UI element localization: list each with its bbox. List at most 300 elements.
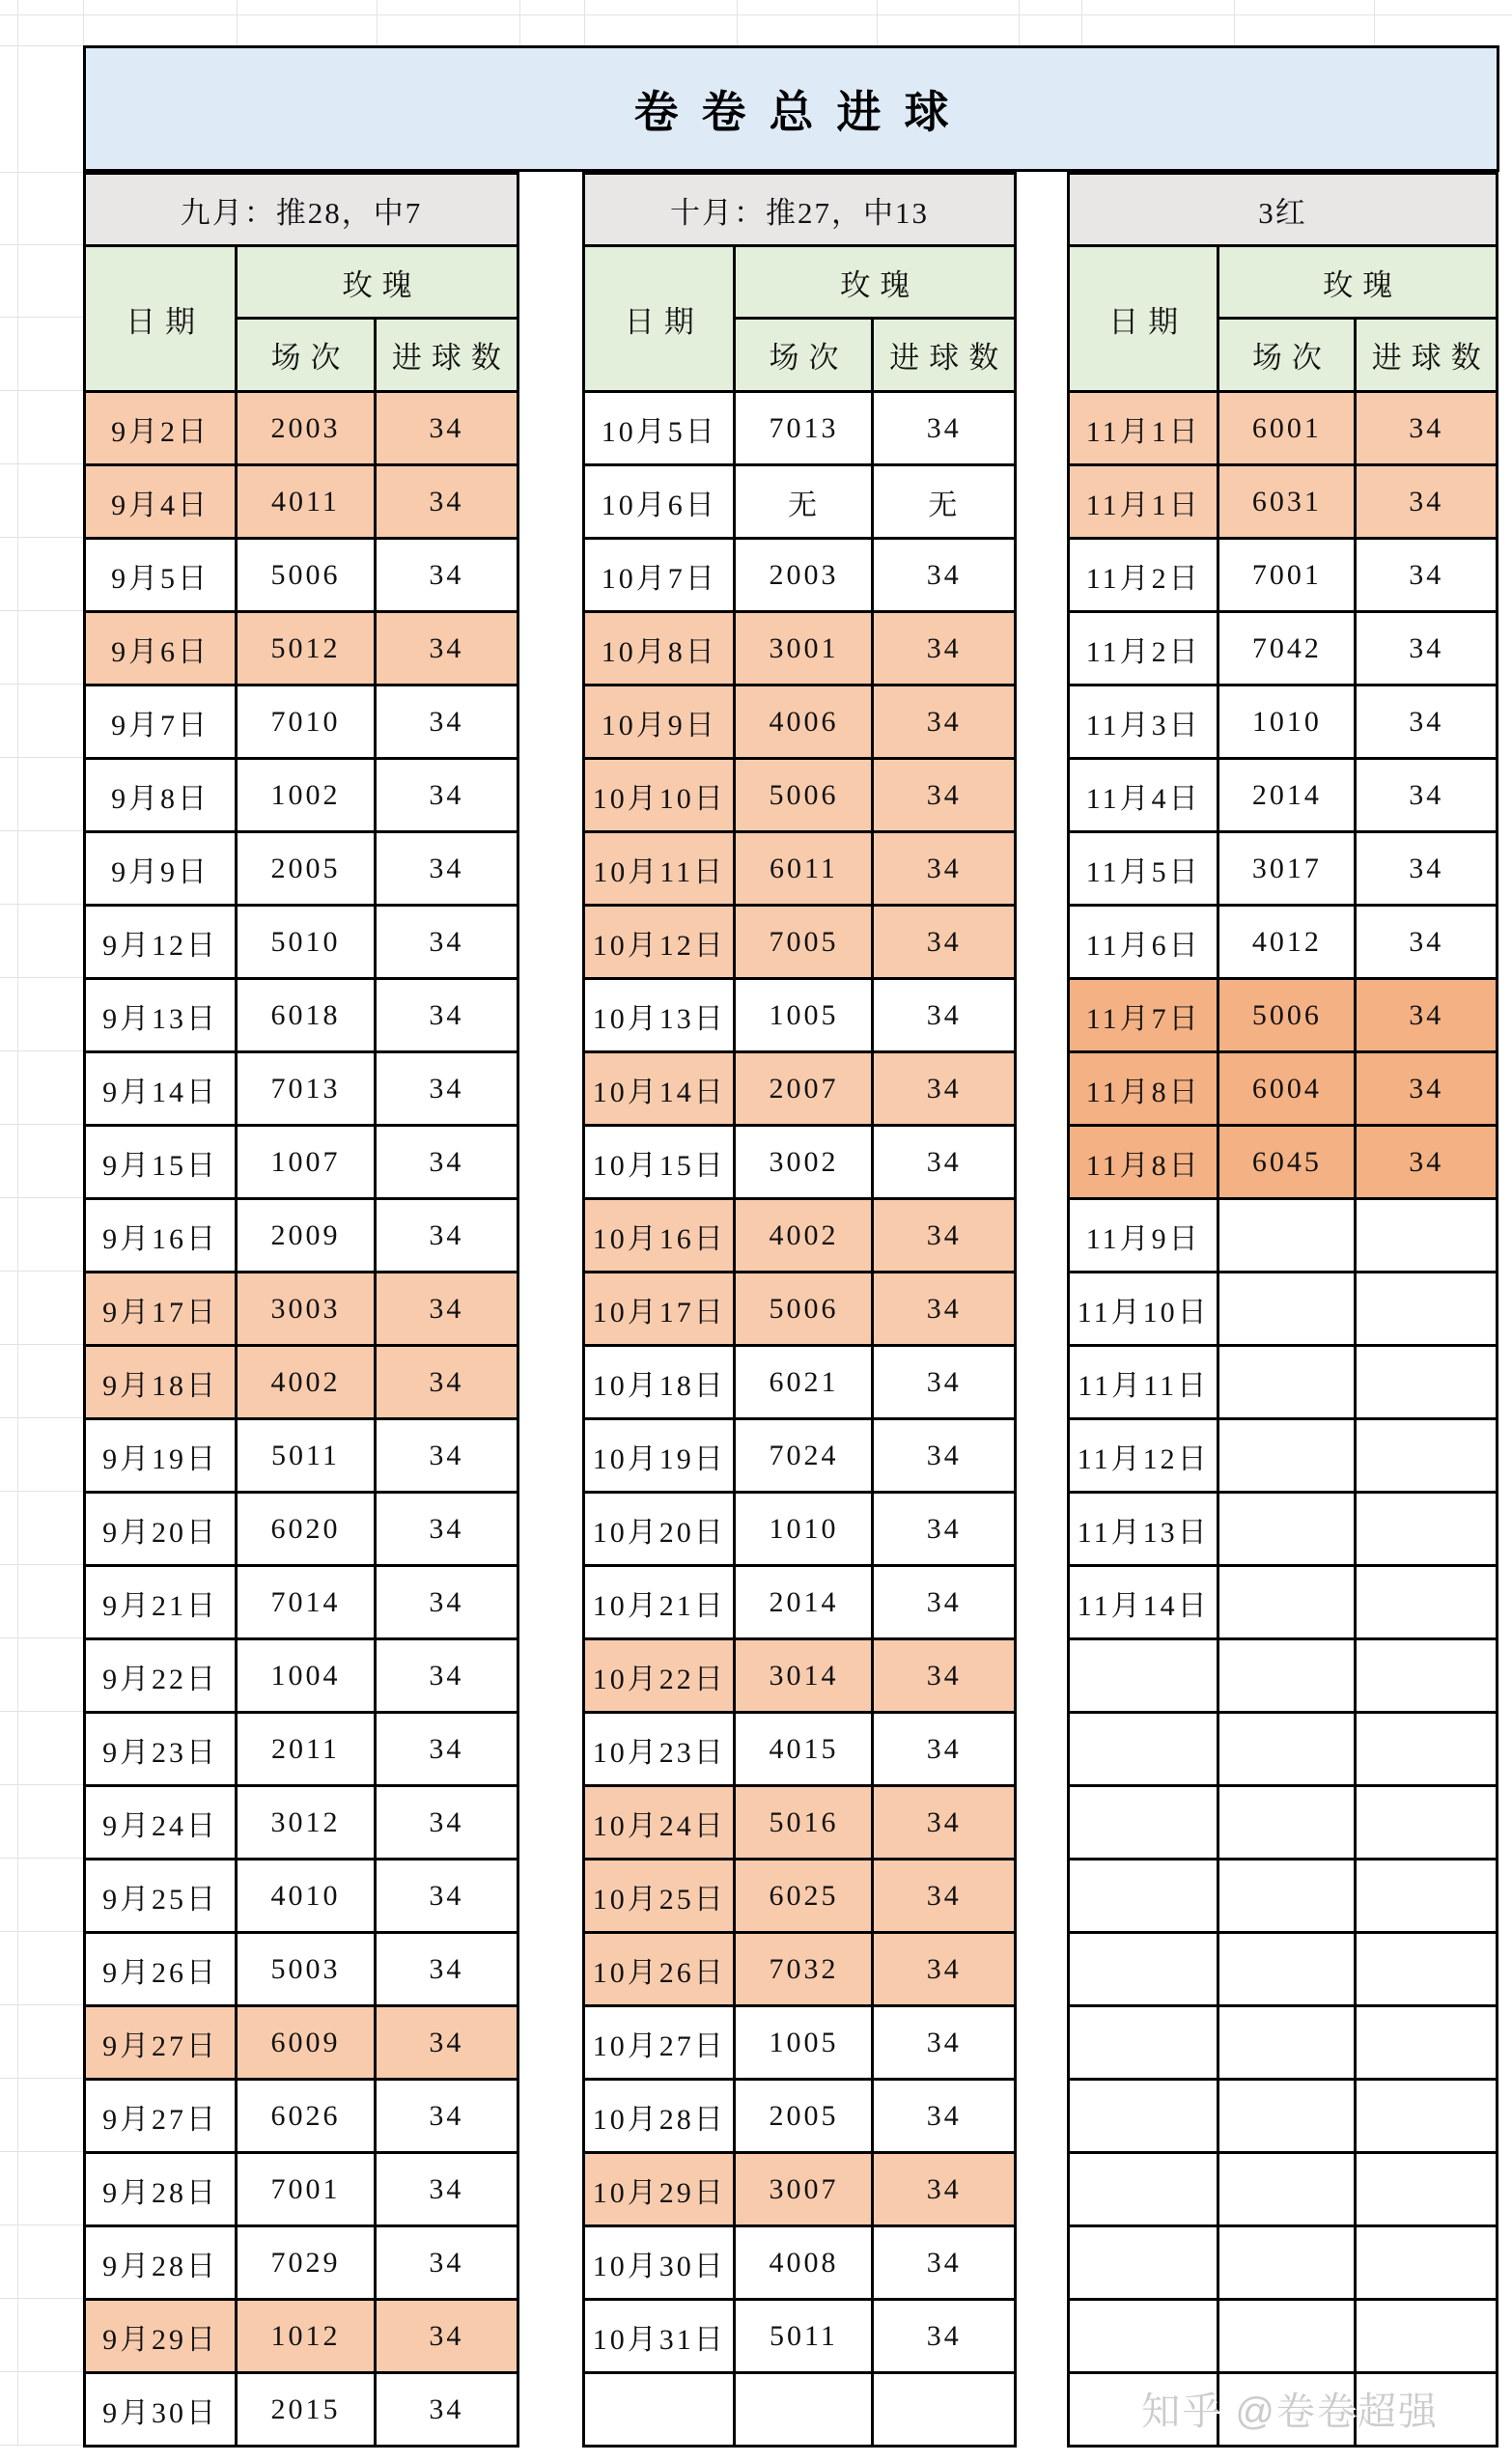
data-row bbox=[584, 1786, 1016, 1860]
data-row bbox=[584, 1933, 1016, 2006]
cell-session bbox=[1218, 1419, 1356, 1493]
cell-goals: 34 bbox=[1356, 392, 1498, 465]
col-header-goals: 进球数 bbox=[873, 319, 1016, 392]
gridline bbox=[519, 0, 520, 45]
cell-date: 9月13日 bbox=[85, 979, 237, 1052]
cell-goals: 34 bbox=[1356, 612, 1498, 685]
cell-goals: 34 bbox=[873, 2080, 1016, 2153]
data-row bbox=[584, 1199, 1016, 1273]
data-row bbox=[1069, 2300, 1498, 2373]
cell-goals: 34 bbox=[873, 2300, 1016, 2373]
cell-session: 3002 bbox=[735, 1126, 873, 1199]
cell-date bbox=[584, 2373, 735, 2447]
cell-date: 9月21日 bbox=[85, 1566, 237, 1639]
data-row bbox=[85, 1419, 518, 1493]
cell-date: 11月2日 bbox=[1069, 539, 1218, 612]
cell-date: 9月28日 bbox=[85, 2226, 237, 2300]
cell-goals: 34 bbox=[1356, 539, 1498, 612]
cell-session: 5006 bbox=[735, 1273, 873, 1346]
data-row bbox=[85, 1199, 518, 1273]
cell-session: 4002 bbox=[237, 1346, 376, 1419]
data-row bbox=[1069, 685, 1498, 759]
cell-session: 4011 bbox=[237, 465, 376, 539]
cell-session: 5006 bbox=[735, 759, 873, 832]
cell-date bbox=[1069, 1860, 1218, 1933]
gridline bbox=[1019, 0, 1020, 45]
cell-session: 6001 bbox=[1218, 392, 1356, 465]
data-row bbox=[584, 1860, 1016, 1933]
cell-session: 2003 bbox=[237, 392, 376, 465]
cell-goals: 34 bbox=[873, 1713, 1016, 1786]
cell-goals: 34 bbox=[375, 2373, 518, 2447]
data-row bbox=[85, 1052, 518, 1126]
cell-date: 9月7日 bbox=[85, 685, 237, 759]
cell-goals: 34 bbox=[873, 1273, 1016, 1346]
cell-date: 10月22日 bbox=[584, 1639, 735, 1713]
cell-date: 9月30日 bbox=[85, 2373, 237, 2447]
cell-date: 9月28日 bbox=[85, 2153, 237, 2226]
cell-date: 10月29日 bbox=[584, 2153, 735, 2226]
cell-session: 3003 bbox=[237, 1273, 376, 1346]
cell-goals: 34 bbox=[873, 1933, 1016, 2006]
data-row bbox=[1069, 1566, 1498, 1639]
cell-date: 9月14日 bbox=[85, 1052, 237, 1126]
cell-goals bbox=[1356, 2080, 1498, 2153]
cell-date: 9月6日 bbox=[85, 612, 237, 685]
data-row bbox=[85, 465, 518, 539]
cell-goals: 34 bbox=[873, 1199, 1016, 1273]
col-header-date: 日期 bbox=[85, 246, 237, 392]
data-row bbox=[1069, 465, 1498, 539]
cell-date: 11月5日 bbox=[1069, 832, 1218, 906]
cell-goals: 34 bbox=[1356, 465, 1498, 539]
data-row bbox=[1069, 392, 1498, 465]
data-row bbox=[85, 1126, 518, 1199]
cell-goals: 34 bbox=[873, 2153, 1016, 2226]
cell-goals: 34 bbox=[873, 392, 1016, 465]
cell-date: 9月19日 bbox=[85, 1419, 237, 1493]
cell-goals: 34 bbox=[873, 1346, 1016, 1419]
cell-session: 2007 bbox=[735, 1052, 873, 1126]
table-title bbox=[83, 45, 1499, 172]
gridline bbox=[0, 45, 83, 46]
cell-date: 10月12日 bbox=[584, 906, 735, 979]
cell-session bbox=[735, 2373, 873, 2447]
cell-date: 11月3日 bbox=[1069, 685, 1218, 759]
cell-date: 11月10日 bbox=[1069, 1273, 1218, 1346]
cell-date: 11月8日 bbox=[1069, 1126, 1218, 1199]
cell-date: 11月1日 bbox=[1069, 392, 1218, 465]
cell-session: 无 bbox=[735, 465, 873, 539]
gridline bbox=[1234, 0, 1235, 45]
data-row bbox=[85, 1860, 518, 1933]
cell-goals: 34 bbox=[375, 2080, 518, 2153]
cell-session bbox=[1218, 1786, 1356, 1860]
cell-date: 9月16日 bbox=[85, 1199, 237, 1273]
cell-date: 9月18日 bbox=[85, 1346, 237, 1419]
cell-date bbox=[1069, 2300, 1218, 2373]
cell-date: 11月7日 bbox=[1069, 979, 1218, 1052]
cell-session bbox=[1218, 1713, 1356, 1786]
cell-session: 4008 bbox=[735, 2226, 873, 2300]
september-rows bbox=[85, 392, 518, 2447]
data-row bbox=[1069, 1126, 1498, 1199]
cell-goals: 34 bbox=[1356, 685, 1498, 759]
data-row bbox=[85, 1273, 518, 1346]
cell-session: 5016 bbox=[735, 1786, 873, 1860]
cell-goals: 34 bbox=[375, 685, 518, 759]
cell-goals: 34 bbox=[375, 832, 518, 906]
cell-session bbox=[1218, 2080, 1356, 2153]
data-row bbox=[85, 685, 518, 759]
cell-goals: 34 bbox=[375, 1126, 518, 1199]
cell-goals: 34 bbox=[873, 1860, 1016, 1933]
cell-goals: 34 bbox=[1356, 759, 1498, 832]
cell-date bbox=[1069, 1933, 1218, 2006]
cell-goals: 34 bbox=[873, 1126, 1016, 1199]
cell-goals: 34 bbox=[375, 1273, 518, 1346]
cell-session: 5012 bbox=[237, 612, 376, 685]
table-title-text: 卷卷总进球 bbox=[633, 86, 972, 137]
data-row bbox=[584, 759, 1016, 832]
cell-goals bbox=[1356, 1493, 1498, 1566]
col-header-date: 日期 bbox=[1069, 246, 1218, 392]
cell-goals: 34 bbox=[873, 906, 1016, 979]
cell-session bbox=[1218, 2006, 1356, 2080]
cell-goals: 34 bbox=[375, 2300, 518, 2373]
cell-session: 7024 bbox=[735, 1419, 873, 1493]
cell-goals: 34 bbox=[873, 2226, 1016, 2300]
cell-date: 11月4日 bbox=[1069, 759, 1218, 832]
cell-date: 10月10日 bbox=[584, 759, 735, 832]
cell-session bbox=[1218, 1860, 1356, 1933]
cell-session bbox=[1218, 1199, 1356, 1273]
data-row bbox=[584, 2006, 1016, 2080]
month-table-september bbox=[83, 172, 519, 2448]
cell-session: 6020 bbox=[237, 1493, 376, 1566]
cell-goals: 34 bbox=[375, 1052, 518, 1126]
cell-session: 5010 bbox=[237, 906, 376, 979]
cell-goals: 34 bbox=[873, 612, 1016, 685]
cell-session: 7014 bbox=[237, 1566, 376, 1639]
gridline bbox=[237, 0, 238, 45]
data-row bbox=[1069, 1419, 1498, 1493]
data-row bbox=[584, 832, 1016, 906]
data-row bbox=[85, 612, 518, 685]
data-row bbox=[1069, 759, 1498, 832]
cell-goals: 34 bbox=[873, 1493, 1016, 1566]
cell-session: 3017 bbox=[1218, 832, 1356, 906]
cell-goals bbox=[1356, 1273, 1498, 1346]
gridline-rows bbox=[0, 390, 83, 2446]
data-row bbox=[584, 2226, 1016, 2300]
data-row bbox=[584, 1052, 1016, 1126]
cell-date: 9月5日 bbox=[85, 539, 237, 612]
cell-date: 10月16日 bbox=[584, 1199, 735, 1273]
data-row bbox=[584, 2080, 1016, 2153]
data-row bbox=[85, 539, 518, 612]
gridline bbox=[0, 172, 83, 173]
cell-goals: 34 bbox=[873, 1419, 1016, 1493]
cell-goals bbox=[1356, 2006, 1498, 2080]
cell-session: 2014 bbox=[735, 1566, 873, 1639]
cell-date: 10月27日 bbox=[584, 2006, 735, 2080]
cell-session bbox=[1218, 2226, 1356, 2300]
data-row bbox=[85, 1786, 518, 1860]
cell-date: 10月9日 bbox=[584, 685, 735, 759]
cell-session: 7013 bbox=[735, 392, 873, 465]
cell-session: 5011 bbox=[735, 2300, 873, 2373]
data-row bbox=[85, 1566, 518, 1639]
gridline bbox=[0, 14, 1512, 15]
cell-goals: 34 bbox=[375, 1566, 518, 1639]
data-row bbox=[1069, 1493, 1498, 1566]
cell-goals bbox=[1356, 2300, 1498, 2373]
gridline bbox=[1081, 0, 1082, 45]
cell-goals: 34 bbox=[873, 685, 1016, 759]
cell-date: 10月14日 bbox=[584, 1052, 735, 1126]
cell-goals: 34 bbox=[1356, 832, 1498, 906]
data-row bbox=[85, 392, 518, 465]
cell-session: 3012 bbox=[237, 1786, 376, 1860]
cell-session: 7013 bbox=[237, 1052, 376, 1126]
cell-session: 2009 bbox=[237, 1199, 376, 1273]
col-header-session: 场次 bbox=[237, 319, 376, 392]
cell-date: 10月7日 bbox=[584, 539, 735, 612]
col-header-rose: 玫瑰 bbox=[237, 246, 518, 319]
cell-session bbox=[1218, 2153, 1356, 2226]
cell-date: 9月9日 bbox=[85, 832, 237, 906]
data-row bbox=[1069, 1786, 1498, 1860]
data-row bbox=[584, 392, 1016, 465]
data-row bbox=[584, 685, 1016, 759]
cell-goals: 34 bbox=[375, 1639, 518, 1713]
col-header-goals: 进球数 bbox=[1356, 319, 1498, 392]
cell-date: 11月14日 bbox=[1069, 1566, 1218, 1639]
cell-date: 9月24日 bbox=[85, 1786, 237, 1860]
data-row bbox=[85, 906, 518, 979]
cell-goals bbox=[1356, 2153, 1498, 2226]
data-row bbox=[1069, 2080, 1498, 2153]
cell-session: 6045 bbox=[1218, 1126, 1356, 1199]
cell-goals: 34 bbox=[1356, 979, 1498, 1052]
cell-goals: 34 bbox=[873, 832, 1016, 906]
cell-date bbox=[1069, 1713, 1218, 1786]
cell-goals: 34 bbox=[873, 1786, 1016, 1860]
data-row bbox=[1069, 2006, 1498, 2080]
cell-date: 10月20日 bbox=[584, 1493, 735, 1566]
cell-goals: 34 bbox=[873, 979, 1016, 1052]
watermark: 知乎 @卷卷超强 bbox=[1141, 2391, 1439, 2433]
data-row bbox=[584, 1346, 1016, 1419]
data-row bbox=[584, 612, 1016, 685]
cell-session: 6009 bbox=[237, 2006, 376, 2080]
cell-session: 1005 bbox=[735, 2006, 873, 2080]
october-rows bbox=[584, 392, 1016, 2447]
data-row bbox=[85, 2373, 518, 2447]
cell-date: 9月12日 bbox=[85, 906, 237, 979]
cell-session: 6011 bbox=[735, 832, 873, 906]
cell-session: 4010 bbox=[237, 1860, 376, 1933]
data-row bbox=[85, 1493, 518, 1566]
cell-goals: 34 bbox=[873, 1639, 1016, 1713]
cell-goals bbox=[1356, 1346, 1498, 1419]
cell-goals bbox=[1356, 1639, 1498, 1713]
cell-session: 4015 bbox=[735, 1713, 873, 1786]
cell-session bbox=[1218, 1493, 1356, 1566]
cell-goals: 34 bbox=[873, 1052, 1016, 1126]
cell-goals: 34 bbox=[375, 1786, 518, 1860]
cell-date: 11月13日 bbox=[1069, 1493, 1218, 1566]
gridline bbox=[877, 0, 878, 45]
data-row bbox=[1069, 1199, 1498, 1273]
data-row bbox=[584, 1639, 1016, 1713]
cell-session: 1012 bbox=[237, 2300, 376, 2373]
cell-session: 7005 bbox=[735, 906, 873, 979]
cell-goals: 34 bbox=[375, 1493, 518, 1566]
data-row bbox=[584, 906, 1016, 979]
cell-session bbox=[1218, 1566, 1356, 1639]
cell-goals: 34 bbox=[873, 539, 1016, 612]
group-header-november: 3红 bbox=[1069, 174, 1498, 246]
cell-goals bbox=[1356, 1860, 1498, 1933]
group-header-september: 九月：推28，中7 bbox=[85, 174, 518, 246]
cell-goals: 34 bbox=[1356, 1052, 1498, 1126]
data-row bbox=[1069, 2226, 1498, 2300]
cell-session: 2014 bbox=[1218, 759, 1356, 832]
cell-date: 9月17日 bbox=[85, 1273, 237, 1346]
cell-session: 4002 bbox=[735, 1199, 873, 1273]
cell-goals bbox=[1356, 1419, 1498, 1493]
data-row bbox=[584, 2300, 1016, 2373]
cell-goals: 34 bbox=[873, 2006, 1016, 2080]
cell-goals: 34 bbox=[375, 392, 518, 465]
cell-session: 2005 bbox=[735, 2080, 873, 2153]
cell-session: 7001 bbox=[237, 2153, 376, 2226]
cell-goals: 34 bbox=[375, 1419, 518, 1493]
data-row bbox=[1069, 1273, 1498, 1346]
cell-goals: 34 bbox=[375, 1346, 518, 1419]
cell-session: 5011 bbox=[237, 1419, 376, 1493]
gridline bbox=[737, 0, 738, 45]
cell-session bbox=[1218, 1933, 1356, 2006]
data-row bbox=[85, 1713, 518, 1786]
cell-session: 1007 bbox=[237, 1126, 376, 1199]
cell-session: 4012 bbox=[1218, 906, 1356, 979]
cell-session bbox=[1218, 1273, 1356, 1346]
data-row bbox=[584, 465, 1016, 539]
cell-goals: 34 bbox=[873, 1566, 1016, 1639]
cell-date: 9月26日 bbox=[85, 1933, 237, 2006]
cell-goals bbox=[1356, 1786, 1498, 1860]
data-row bbox=[85, 1933, 518, 2006]
data-row bbox=[584, 2153, 1016, 2226]
data-row bbox=[85, 759, 518, 832]
month-groups bbox=[83, 172, 1498, 2448]
data-row bbox=[1069, 906, 1498, 979]
gridline bbox=[17, 0, 18, 2445]
cell-goals: 34 bbox=[375, 2226, 518, 2300]
cell-session bbox=[1218, 1639, 1356, 1713]
cell-session: 3014 bbox=[735, 1639, 873, 1713]
data-row bbox=[584, 1126, 1016, 1199]
data-row bbox=[1069, 979, 1498, 1052]
cell-date: 11月2日 bbox=[1069, 612, 1218, 685]
data-row bbox=[85, 2153, 518, 2226]
cell-session: 2011 bbox=[237, 1713, 376, 1786]
data-row bbox=[85, 832, 518, 906]
cell-goals: 34 bbox=[375, 1860, 518, 1933]
data-row bbox=[584, 539, 1016, 612]
cell-date bbox=[1069, 2226, 1218, 2300]
cell-date: 11月9日 bbox=[1069, 1199, 1218, 1273]
cell-session: 6021 bbox=[735, 1346, 873, 1419]
cell-date bbox=[1069, 2006, 1218, 2080]
gridline bbox=[0, 244, 83, 245]
group-header-october: 十月：推27，中13 bbox=[584, 174, 1016, 246]
cell-session: 2005 bbox=[237, 832, 376, 906]
cell-goals: 34 bbox=[375, 759, 518, 832]
cell-date: 11月12日 bbox=[1069, 1419, 1218, 1493]
data-row bbox=[85, 2080, 518, 2153]
cell-goals: 34 bbox=[375, 539, 518, 612]
cell-date: 9月2日 bbox=[85, 392, 237, 465]
data-row bbox=[584, 1493, 1016, 1566]
col-header-rose: 玫瑰 bbox=[735, 246, 1016, 319]
data-row bbox=[1069, 1639, 1498, 1713]
cell-date: 10月5日 bbox=[584, 392, 735, 465]
data-row bbox=[85, 2300, 518, 2373]
cell-goals bbox=[1356, 1566, 1498, 1639]
cell-session: 4006 bbox=[735, 685, 873, 759]
cell-date: 10月30日 bbox=[584, 2226, 735, 2300]
cell-session: 6004 bbox=[1218, 1052, 1356, 1126]
cell-date: 10月19日 bbox=[584, 1419, 735, 1493]
cell-goals bbox=[1356, 1713, 1498, 1786]
cell-session: 5006 bbox=[1218, 979, 1356, 1052]
cell-goals: 34 bbox=[375, 1933, 518, 2006]
cell-date: 9月15日 bbox=[85, 1126, 237, 1199]
data-row bbox=[1069, 2153, 1498, 2226]
col-header-rose: 玫瑰 bbox=[1218, 246, 1498, 319]
cell-goals: 34 bbox=[375, 465, 518, 539]
cell-date: 9月22日 bbox=[85, 1639, 237, 1713]
data-row bbox=[584, 1419, 1016, 1493]
cell-date: 10月11日 bbox=[584, 832, 735, 906]
cell-date: 10月13日 bbox=[584, 979, 735, 1052]
cell-date: 10月31日 bbox=[584, 2300, 735, 2373]
cell-date: 9月8日 bbox=[85, 759, 237, 832]
data-row bbox=[1069, 832, 1498, 906]
cell-goals: 34 bbox=[375, 2153, 518, 2226]
data-row bbox=[584, 1566, 1016, 1639]
data-row bbox=[1069, 612, 1498, 685]
cell-date: 10月6日 bbox=[584, 465, 735, 539]
cell-session: 6026 bbox=[237, 2080, 376, 2153]
cell-goals: 34 bbox=[375, 1713, 518, 1786]
month-table-november bbox=[1067, 172, 1498, 2448]
cell-date: 11月8日 bbox=[1069, 1052, 1218, 1126]
data-row bbox=[85, 2226, 518, 2300]
data-row bbox=[1069, 1346, 1498, 1419]
cell-date: 10月15日 bbox=[584, 1126, 735, 1199]
cell-session: 1002 bbox=[237, 759, 376, 832]
cell-date bbox=[1069, 1639, 1218, 1713]
cell-date: 11月11日 bbox=[1069, 1346, 1218, 1419]
cell-date bbox=[1069, 2080, 1218, 2153]
cell-session: 5003 bbox=[237, 1933, 376, 2006]
data-row bbox=[1069, 539, 1498, 612]
